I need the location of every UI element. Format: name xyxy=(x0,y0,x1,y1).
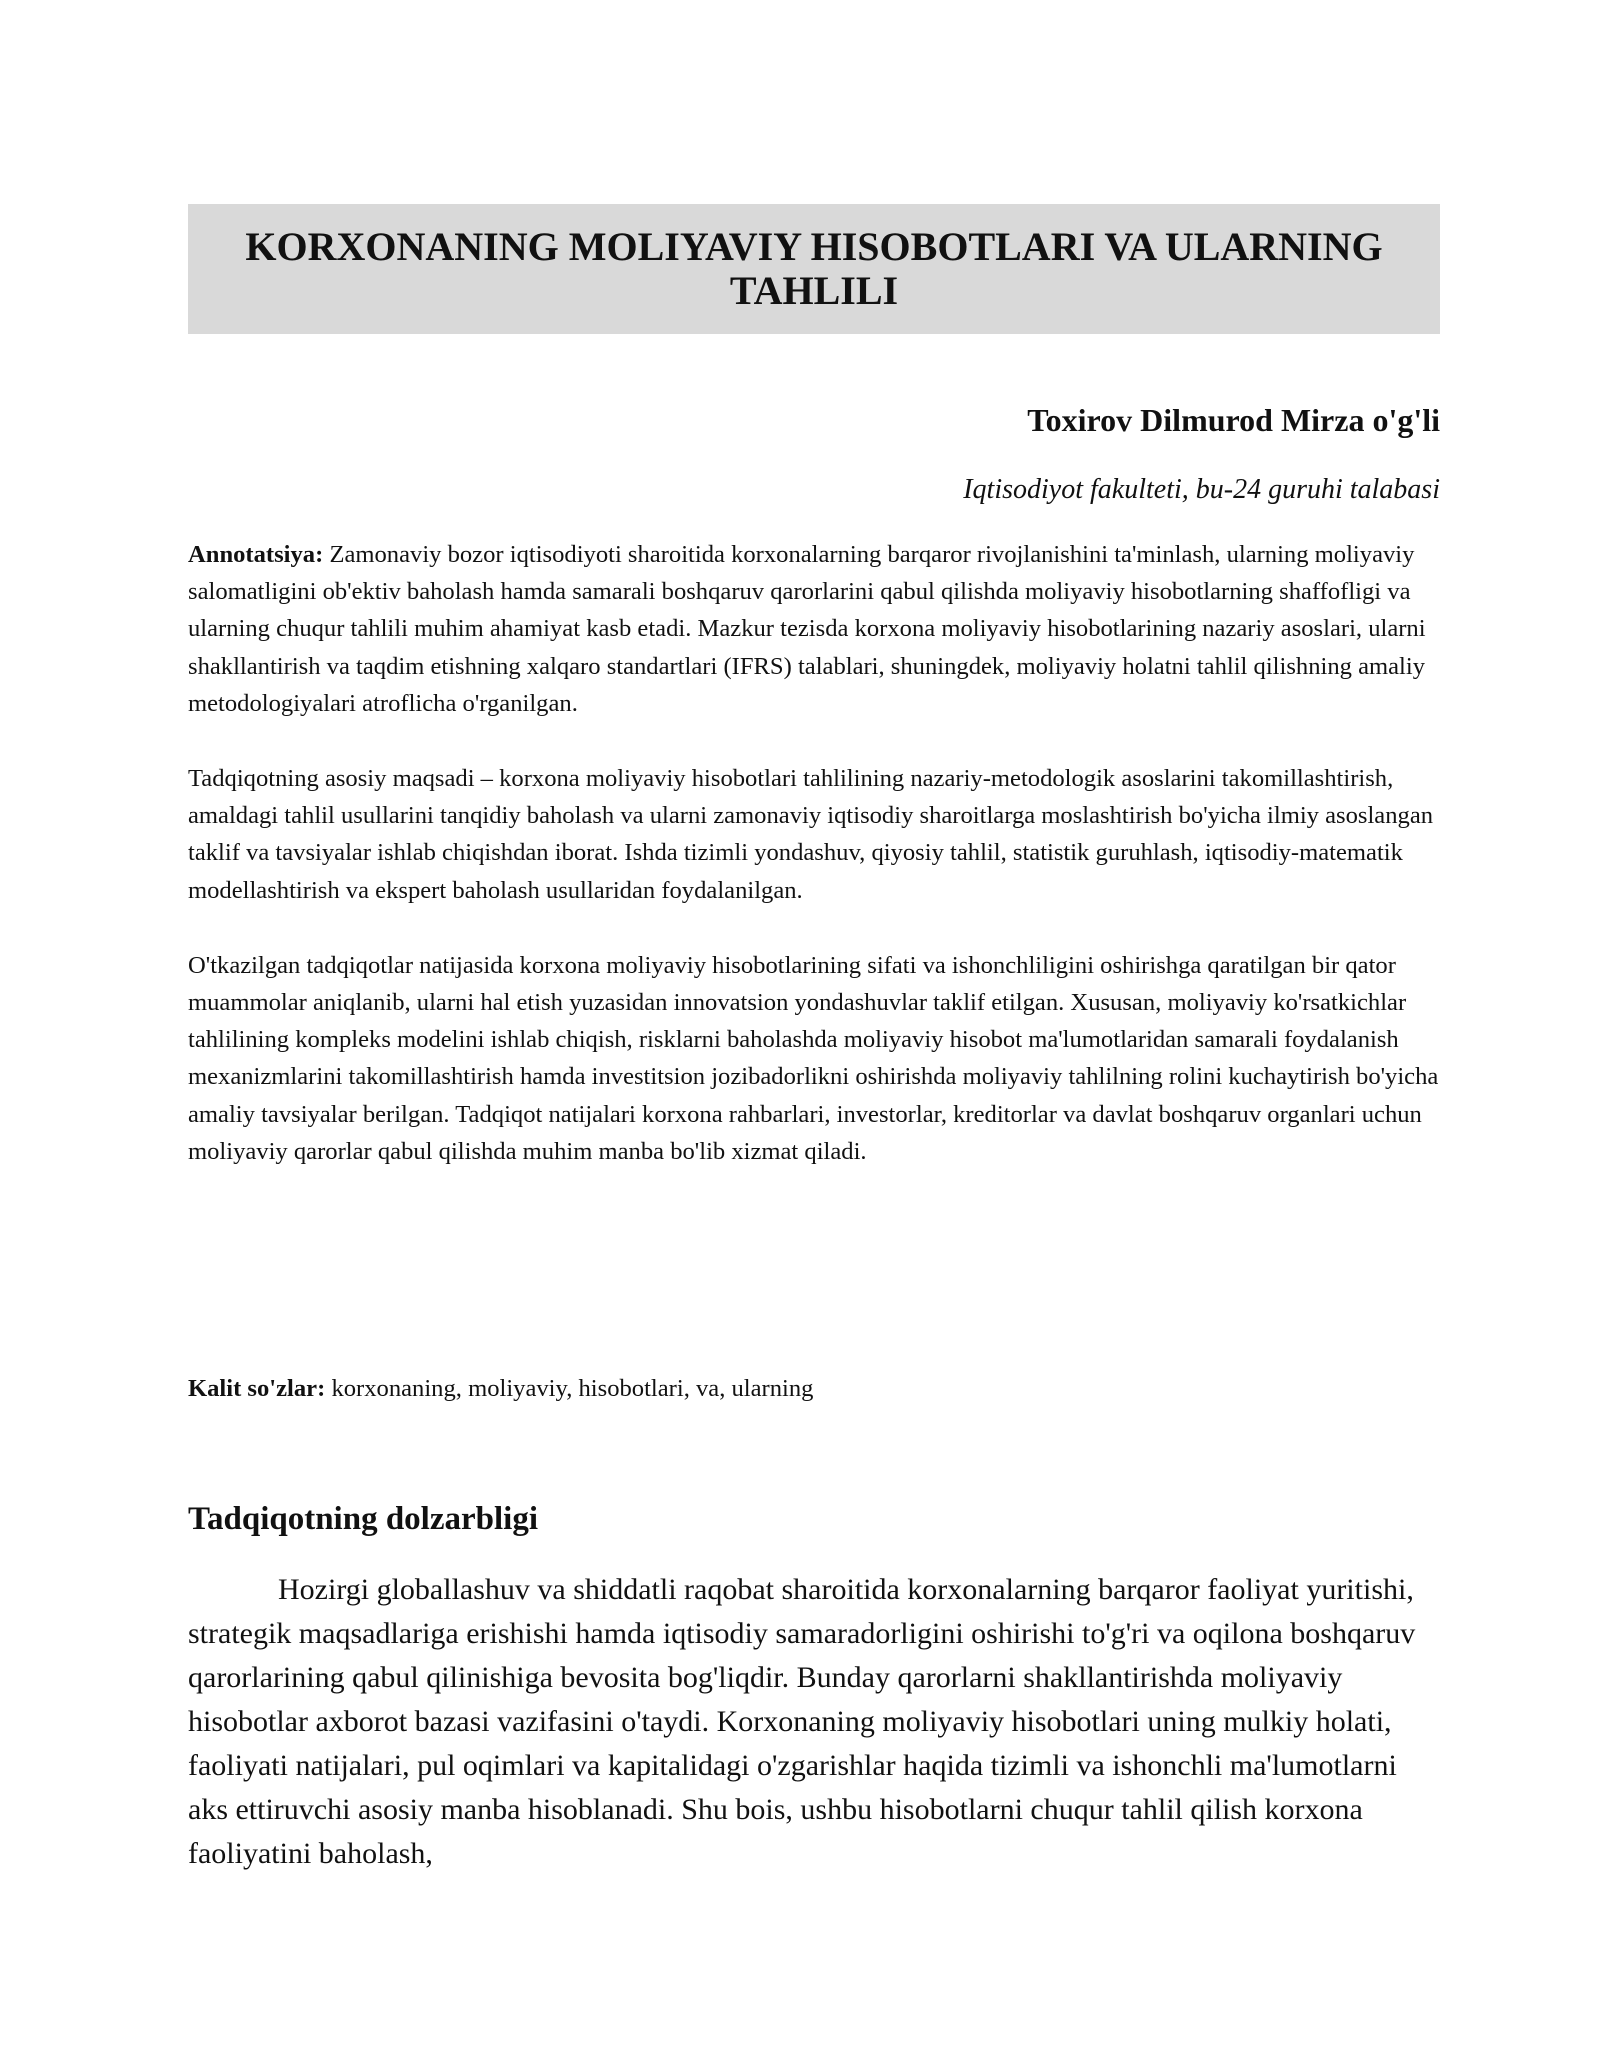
keywords-label: Kalit so'zlar: xyxy=(188,1375,326,1402)
section-body-paragraph: Hozirgi globallashuv va shiddatli raqobat sharoitida korxonalarning barqaror faoliyat yuritishi, strategik maqsadlariga erishishi hamda iqtisodiy samaradorligini oshirishi to'g'ri va oqilona boshqaruv qarorlarining qabul qilinishiga bevosita bog'liqdir. Bunday qarorlarni shakllantirishda moliyaviy hisobotlar axborot bazasi vazifasini o'taydi. Korxonaning moliyaviy hisobotlari uning mulkiy holati, faoliyati natijalari, pul oqimlari va kapitalidagi o'zgarishlar haqida tizimli va ishonchli ma'lumotlarni aks ettiruvchi asosiy manba hisoblanadi. Shu bois, ushbu hisobotlarni chuqur tahlil qilish korxona faoliyatini baholash, xyxy=(188,1573,1416,1870)
abstract-text-1: Zamonaviy bozor iqtisodiyoti sharoitida korxonalarning barqaror rivojlanishini ta'minlash, ularning moliyaviy salomatligini ob'ektiv baholash hamda samarali boshqaruv qarorlarini qabul qilishda moliyaviy hisobotlarning shaffofligi va ularning chuqur tahlili muhim ahamiyat kasb etadi. Mazkur tezisda korxona moliyaviy hisobotlarining nazariy asoslari, ularni shakllantirish va taqdim etishning xalqaro standartlari (IFRS) talablari, shuningdek, moliyaviy holatni tahlil qilishning amaliy metodologiyalari atroflicha o'rganilgan. xyxy=(188,541,1426,717)
section-heading: Tadqiqotning dolzarbligi xyxy=(188,1501,538,1537)
author-name: Toxirov Dilmurod Mirza o'g'li xyxy=(1027,402,1440,438)
author-affiliation: Iqtisodiyot fakulteti, bu-24 guruhi talabasi xyxy=(963,474,1440,505)
abstract-paragraph-1 xyxy=(188,536,1440,722)
keywords-line xyxy=(188,1370,1440,1407)
title-banner xyxy=(188,204,1440,334)
abstract-paragraph-3: O'tkazilgan tadqiqotlar natijasida korxona moliyaviy hisobotlarining sifati va ishonchliligini oshirishga qaratilgan bir qator muammolar aniqlanib, ularni hal etish yuzasidan innovatsion yondashuvlar taklif etilgan. Xususan, moliyaviy ko'rsatkichlar tahlilining kompleks modelini ishlab chiqish, risklarni baholashda moliyaviy hisobot ma'lumotlaridan samarali foydalanish mexanizmlarini takomillashtirish hamda investitsion jozibadorlikni oshirishda moliyaviy tahlilning rolini kuchaytirish bo'yicha amaliy tavsiyalar berilgan. Tadqiqot natijalari korxona rahbarlari, investorlar, kreditorlar va davlat boshqaruv organlari uchun moliyaviy qarorlar qabul qilishda muhim manba bo'lib xizmat qiladi. xyxy=(188,951,1439,1165)
abstract-paragraph-2: Tadqiqotning asosiy maqsadi – korxona moliyaviy hisobotlari tahlilining nazariy-metodologik asoslarini takomillashtirish, amaldagi tahlil usullarini tanqidiy baholash va ularni zamonaviy iqtisodiy sharoitlarga moslashtirish bo'yicha ilmiy asoslangan taklif va tavsiyalar ishlab chiqishdan iborat. Ishda tizimli yondashuv, qiyosiy tahlil, statistik guruhlash, iqtisodiy-matematik modellashtirish va ekspert baholash usullaridan foydalanilgan. xyxy=(188,765,1434,904)
document-title: KORXONANING MOLIYAVIY HISOBOTLARI VA ULARNING TAHLILI xyxy=(245,224,1383,313)
keywords-value: korxonaning, moliyaviy, hisobotlari, va, ularning xyxy=(331,1375,814,1402)
abstract-section xyxy=(188,536,1440,1208)
abstract-label: Annotatsiya: xyxy=(188,541,324,568)
